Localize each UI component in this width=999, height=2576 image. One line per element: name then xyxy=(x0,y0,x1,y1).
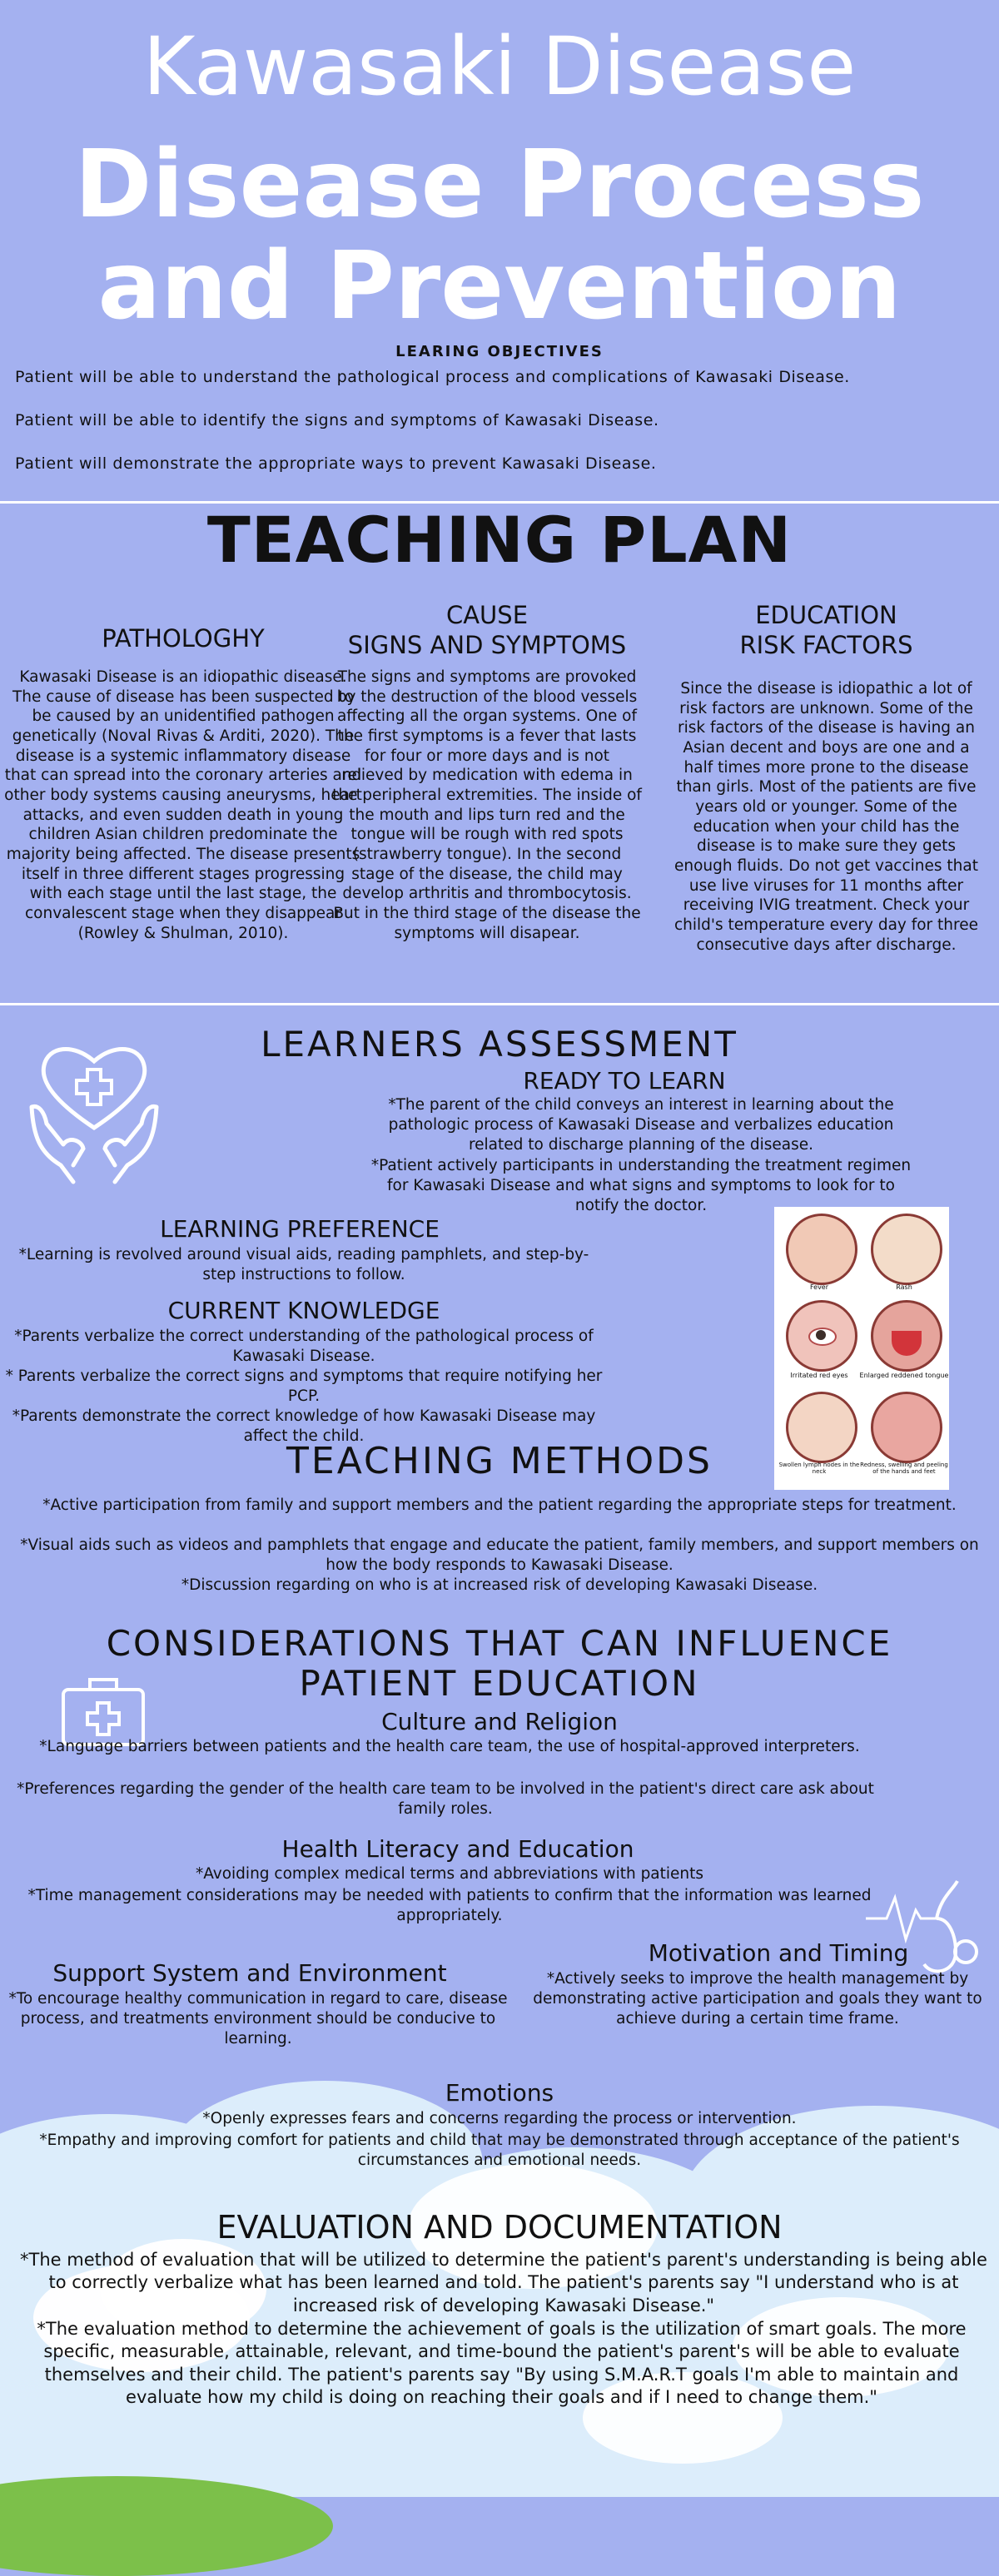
cause-body: The signs and symptoms are provoked by the destruction of the blood vessels affecting all the organ systems. One of the first symptoms is a fever that lasts for four or more days and is not relieved by medication with edema in the peripheral extremities. The inside of the mouth and lips turn red and the tongue will be rough with red spots (strawberry tongue). In the second stage of the disease, the child may develop arthritis and thrombocytosis. But in the third stage of the disease the symptoms will disapear. xyxy=(332,668,642,942)
objectives-heading: LEARING OBJECTIVES xyxy=(395,343,604,360)
ready-item-2: *Patient actively participants in understanding the treatment regimen for Kawasaki Disease and what signs and symptoms to look for to notify the doctor. xyxy=(370,1157,912,1215)
learning-preference-heading: LEARNING PREFERENCE xyxy=(160,1215,440,1243)
method-item-1: *Active participation from family and support members and the patient regarding the appropriate steps for treatment. xyxy=(42,1496,957,1514)
pathology-heading: PATHOLOGHY xyxy=(102,624,265,653)
support-body: *To encourage healthy communication in regard to care, disease process, and treatments environment should be conducive to learning. xyxy=(8,1990,508,2048)
method-item-2: *Visual aids such as videos and pamphlets that engage and educate the patient, family members, and support members on how the body responds to Kawasaki Disease. xyxy=(20,1536,979,1575)
hands-feet-image xyxy=(871,1392,942,1463)
considerations-title-2: PATIENT EDUCATION xyxy=(299,1663,700,1704)
culture-religion-heading: Culture and Religion xyxy=(381,1708,618,1735)
symptom-label: Rash xyxy=(896,1283,912,1291)
pathology-body: Kawasaki Disease is an idiopathic disease. The cause of disease has been suspected to be caused by an unidentified pathogen genetically (Noval Rivas & Arditi, 2020). The disease is a systemic inflammatory disease that can spread into the coronary arteries and other body systems causing aneurysms, heart attacks, and even sudden death in young children Asian children predominate the majority being affected. The disease presents itself in three different stages progressing with each stage until the last stage, the convalescent stage when they disappear (Rowley & Shulman, 2010). xyxy=(4,668,362,942)
lymph-nodes-image xyxy=(786,1392,857,1463)
support-system-heading: Support System and Environment xyxy=(52,1959,447,1987)
risk-factors-heading: RISK FACTORS xyxy=(739,631,913,659)
culture-item-1: *Language barriers between patients and the health care team, the use of hospital-approved interpreters. xyxy=(39,1738,860,1755)
title-line-1: Kawasaki Disease xyxy=(142,20,857,113)
symptoms-figure xyxy=(774,1207,949,1490)
title-line-2: Disease Process xyxy=(74,131,925,239)
heart-hands-icon xyxy=(23,1028,165,1194)
objective-2: Patient will be able to identify the signs and symptoms of Kawasaki Disease. xyxy=(15,411,659,429)
emotions-item-2: *Empathy and improving comfort for patients and child that may be demonstrated through acceptance of the patient's circumstances and emotional needs. xyxy=(39,2132,960,2170)
symptom-label: Swollen lymph nodes in the neck xyxy=(778,1462,860,1475)
culture-item-2: *Preferences regarding the gender of the health care team to be involved in the patient's direct care ask about family roles. xyxy=(17,1780,874,1819)
evaluation-item-2: *The evaluation method to determine the achievement of goals is the utilization of smart goals. The more specific, measurable, attainable, relevant, and time-bound the patient's parent's will be able to evaluate themselves and their child. The patient's parents say "By using S.M.A.R.T goals I'm able to maintain and evaluate how my child is doing on reaching their goals and if I need to change them." xyxy=(37,2319,967,2407)
title-line-3: and Prevention xyxy=(97,232,902,340)
eyes-image xyxy=(786,1300,857,1372)
literacy-item-2: *Time management considerations may be needed with patients to confirm that the information was learned appropriately. xyxy=(27,1887,872,1925)
signs-symptoms-heading: SIGNS AND SYMPTOMS xyxy=(347,631,627,659)
symptom-label: Fever xyxy=(809,1283,829,1291)
health-literacy-heading: Health Literacy and Education xyxy=(281,1835,634,1863)
knowledge-item-1: *Parents verbalize the correct understanding of the pathological process of Kawasaki Disease. xyxy=(14,1328,594,1366)
objective-1: Patient will be able to understand the pathological process and complications of Kawasaki Disease. xyxy=(15,368,850,386)
teaching-methods-title: TEACHING METHODS xyxy=(286,1440,713,1482)
evaluation-item-1: *The method of evaluation that will be utilized to determine the patient's parent's understanding is being able to correctly verbalize what has been learned and told. The patient's parents say "I understand who is at increased risk of developing Kawasaki Disease." xyxy=(20,2250,987,2315)
teaching-plan-title: TEACHING PLAN xyxy=(206,503,793,577)
motivation-body: *Actively seeks to improve the health management by demonstrating active participation and goals they want to achieve during a certain time frame. xyxy=(533,1970,982,2028)
literacy-item-1: *Avoiding complex medical terms and abbreviations with patients xyxy=(195,1865,704,1883)
rash-image xyxy=(871,1214,942,1285)
symptom-label: Redness, swelling and peeling of the hands and feet xyxy=(860,1462,948,1475)
method-item-3: *Discussion regarding on who is at increased risk of developing Kawasaki Disease. xyxy=(181,1576,818,1594)
ready-to-learn-heading: READY TO LEARN xyxy=(523,1067,726,1094)
education-heading: EDUCATION xyxy=(755,601,897,629)
considerations-title-1: CONSIDERATIONS THAT CAN INFLUENCE xyxy=(106,1623,893,1664)
emotions-item-1: *Openly expresses fears and concerns regarding the process or intervention. xyxy=(202,2110,797,2127)
knowledge-item-3: *Parents demonstrate the correct knowledge of how Kawasaki Disease may affect the child. xyxy=(12,1407,596,1446)
symptom-label: Irritated red eyes xyxy=(790,1372,848,1379)
current-knowledge-heading: CURRENT KNOWLEDGE xyxy=(167,1297,440,1324)
learners-assessment-title: LEARNERS ASSESSMENT xyxy=(261,1024,738,1065)
cause-heading: CAUSE xyxy=(445,601,529,629)
objective-3: Patient will demonstrate the appropriate ways to prevent Kawasaki Disease. xyxy=(15,454,657,473)
ready-item-1: *The parent of the child conveys an interest in learning about the pathologic process of Kawasaki Disease and verbalizes education related to discharge planning of the disease. xyxy=(388,1096,894,1154)
emotions-heading: Emotions xyxy=(445,2079,554,2107)
education-body: Since the disease is idiopathic a lot of risk factors are unknown. Some of the risk factors of the disease is having an Asian decent and boys are one and a half times more prone to the disease than girls. Most of the patients are five years old or younger. Some of the education when your child has the disease is to make sure they gets enough fluids. Do not get vaccines that use live viruses for 11 months after receiving IVIG treatment. Check your child's temperature every day for three consecutive days after discharge. xyxy=(673,680,978,954)
motivation-timing-heading: Motivation and Timing xyxy=(648,1939,909,1967)
divider xyxy=(0,1003,999,1005)
tongue-image xyxy=(871,1300,942,1372)
symptom-label: Enlarged reddened tongue xyxy=(859,1372,949,1379)
evaluation-title: EVALUATION AND DOCUMENTATION xyxy=(216,2209,783,2246)
preference-item-1: *Learning is revolved around visual aids, reading pamphlets, and step-by-step instructions to follow. xyxy=(18,1246,589,1284)
fever-image xyxy=(786,1214,857,1285)
knowledge-item-2: * Parents verbalize the correct signs and symptoms that require notifying her PCP. xyxy=(5,1367,603,1406)
